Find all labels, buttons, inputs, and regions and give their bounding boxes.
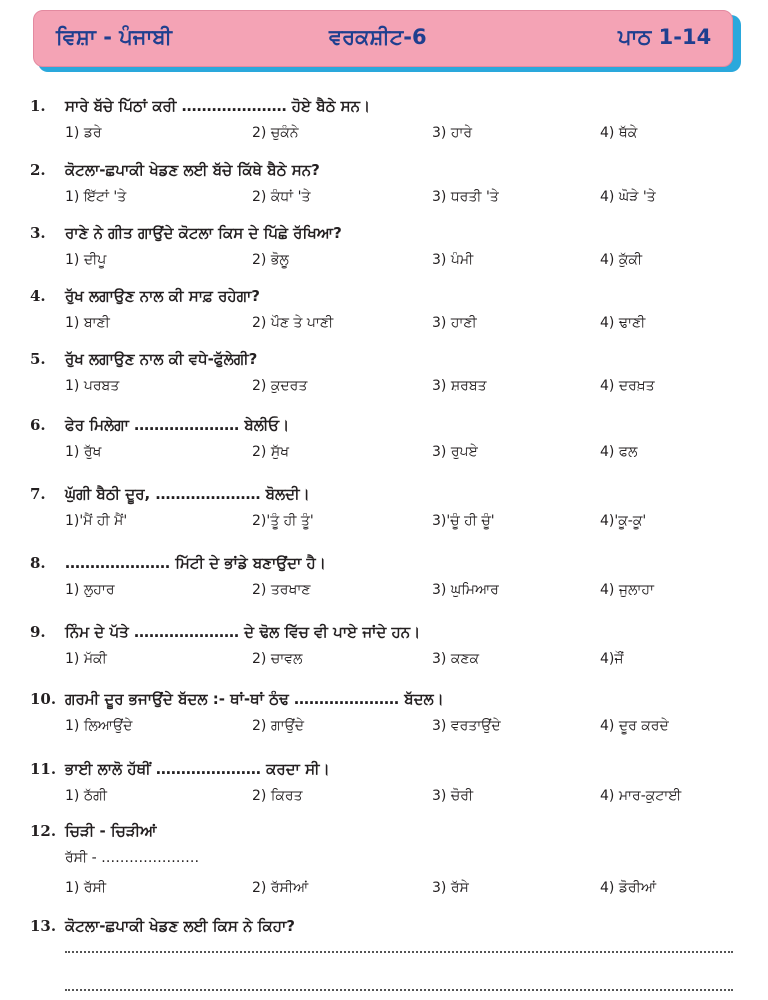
question-text: ਰੁੱਖ ਲਗਾਉਣ ਨਾਲ ਕੀ ਸਾਫ਼ ਰਹੇਗਾ? (65, 287, 261, 305)
option-1: 1) ਮੱਕੀ (65, 651, 107, 667)
option-1: 1) ਲੁਹਾਰ (65, 582, 115, 598)
option-3: 3) ਧਰਤੀ 'ਤੇ (432, 189, 499, 205)
option-2: 2) ਗਾਉਂਦੇ (252, 718, 304, 734)
option-3: 3) ਕਣਕ (432, 651, 480, 667)
question-text: ਕੋਟਲਾ-ਛਪਾਕੀ ਖੇਡਣ ਲਈ ਬੱਚੇ ਕਿੱਥੇ ਬੈਠੇ ਸਨ? (65, 161, 320, 179)
option-1: 1) ਪਰਬਤ (65, 378, 120, 394)
option-4: 4) ਦੂਰ ਕਰਦੇ (600, 718, 669, 734)
option-1: 1) ਇੱਟਾਂ 'ਤੇ (65, 189, 127, 205)
option-1: 1) ਦੀਪੂ (65, 252, 107, 268)
option-4: 4) ਡੋਰੀਆਂ (600, 880, 657, 896)
option-1: 1) ਰੱਸੀ (65, 880, 107, 896)
option-2: 2)'ਤੂੰ ਹੀ ਤੂੰ' (252, 513, 314, 529)
option-2: 2) ਸੁੱਖ (252, 444, 290, 460)
option-4: 4) ਘੋੜੇ 'ਤੇ (600, 189, 656, 205)
answer-line[interactable] (65, 951, 733, 953)
option-4: 4) ਢਾਣੀ (600, 315, 646, 331)
question-number: 11. (30, 760, 57, 778)
option-1: 1) ਠੱਗੀ (65, 788, 107, 804)
option-3: 3) ਹਾਰੇ (432, 125, 473, 141)
option-4: 4) ਥੱਕੇ (600, 125, 638, 141)
question-text: ਗਰਮੀ ਦੂਰ ਭਜਾਉਂਦੇ ਬੱਦਲ :- ਥਾਂ-ਥਾਂ ਠੰਢ ………………… ਬੱਦਲ। (65, 690, 444, 708)
option-1: 1) ਬਾਣੀ (65, 315, 110, 331)
option-1: 1) ਡਰੇ (65, 125, 102, 141)
option-2: 2) ਪੌਣ ਤੇ ਪਾਣੀ (252, 315, 334, 331)
header-banner (33, 10, 733, 67)
option-3: 3)'ਚੂੰ ਹੀ ਚੂੰ' (432, 513, 495, 529)
question-number: 4. (30, 287, 46, 305)
question-number: 3. (30, 224, 46, 242)
option-2: 2) ਚਾਵਲ (252, 651, 303, 667)
question-number: 5. (30, 350, 46, 368)
worksheet-title: ਵਰਕਸ਼ੀਟ-6 (329, 25, 427, 49)
option-2: 2) ਕਿਰਤ (252, 788, 303, 804)
option-2: 2) ਭੋਲੂ (252, 252, 289, 268)
question-number: 10. (30, 690, 57, 708)
option-4: 4) ਦਰਖ਼ਤ (600, 378, 655, 394)
option-3: 3) ਸ਼ਰਬਤ (432, 378, 487, 394)
question-number: 8. (30, 554, 46, 572)
question-text: ਚਿੜੀ - ਚਿੜੀਆਂ (65, 822, 157, 840)
question-number: 9. (30, 623, 46, 641)
question-number: 2. (30, 161, 46, 179)
question-text: ਭਾਈ ਲਾਲੋ ਹੱਥੀਂ ………………… ਕਰਦਾ ਸੀ। (65, 760, 330, 778)
option-2: 2) ਤਰਖਾਣ (252, 582, 311, 598)
question-number: 12. (30, 822, 57, 840)
option-4: 4) ਫਲ (600, 444, 638, 460)
option-4: 4)'ਕੂ-ਕੂ' (600, 513, 647, 529)
option-4: 4) ਮਾਰ-ਕੁਟਾਈ (600, 788, 682, 804)
option-1: 1) ਰੁੱਖ (65, 444, 102, 460)
worksheet-header (33, 10, 741, 72)
option-1: 1) ਲਿਆਉਂਦੇ (65, 718, 133, 734)
question-text: ਨਿੰਮ ਦੇ ਪੱਤੇ ………………… ਦੇ ਢੋਲ ਵਿੱਚ ਵੀ ਪਾਏ ਜਾਂਦੇ ਹਨ। (65, 623, 421, 641)
question-text: ਰਾਣੇ ਨੇ ਗੀਤ ਗਾਉਂਦੇ ਕੋਟਲਾ ਕਿਸ ਦੇ ਪਿੱਛੇ ਰੱਖਿਆ? (65, 224, 342, 242)
subject-title: ਵਿਸ਼ਾ - ਪੰਜਾਬੀ (56, 25, 172, 49)
lesson-range: ਪਾਠ 1-14 (618, 25, 712, 49)
question-number: 7. (30, 485, 46, 503)
option-3: 3) ਘੁਮਿਆਰ (432, 582, 499, 598)
option-3: 3) ਪੰਮੀ (432, 252, 474, 268)
question-number: 6. (30, 416, 46, 434)
option-3: 3) ਚੋਰੀ (432, 788, 474, 804)
question-number: 13. (30, 917, 57, 935)
option-1: 1)'ਮੈਂ ਹੀ ਮੈਂ' (65, 513, 128, 529)
question-text: ਰੁੱਖ ਲਗਾਉਣ ਨਾਲ ਕੀ ਵਧੇ-ਫੁੱਲੇਗੀ? (65, 350, 258, 368)
option-3: 3) ਰੱਸੇ (432, 880, 469, 896)
option-4: 4) ਜੁਲਾਹਾ (600, 582, 655, 598)
option-2: 2) ਕੁਦਰਤ (252, 378, 308, 394)
option-3: 3) ਰੁਪਏ (432, 444, 478, 460)
question-text: ਘੁੱਗੀ ਬੈਠੀ ਦੂਰ, ………………… ਬੋਲਦੀ। (65, 485, 310, 503)
option-2: 2) ਕੰਧਾਂ 'ਤੇ (252, 189, 311, 205)
option-3: 3) ਵਰਤਾਉਂਦੇ (432, 718, 501, 734)
option-2: 2) ਰੱਸੀਆਂ (252, 880, 309, 896)
question-number: 1. (30, 97, 46, 115)
question-text: ਸਾਰੇ ਬੱਚੇ ਪਿੱਠਾਂ ਕਰੀ ………………… ਹੋਏ ਬੈਠੇ ਸਨ। (65, 97, 371, 115)
option-4: 4) ਕੁੱਕੀ (600, 252, 643, 268)
answer-line[interactable] (65, 989, 733, 991)
option-4: 4)ਜੌਂ (600, 651, 624, 667)
question-subline: ਰੱਸੀ - ………………… (65, 850, 200, 866)
question-text: ………………… ਮਿੱਟੀ ਦੇ ਭਾਂਡੇ ਬਣਾਉਂਦਾ ਹੈ। (65, 554, 326, 572)
option-2: 2) ਚੁਕੰਨੇ (252, 125, 299, 141)
option-3: 3) ਹਾਣੀ (432, 315, 477, 331)
question-text: ਕੋਟਲਾ-ਛਪਾਕੀ ਖੇਡਣ ਲਈ ਕਿਸ ਨੇ ਕਿਹਾ? (65, 917, 295, 935)
question-text: ਫੇਰ ਮਿਲੇਗਾ ………………… ਬੇਲੀਓ। (65, 416, 290, 434)
